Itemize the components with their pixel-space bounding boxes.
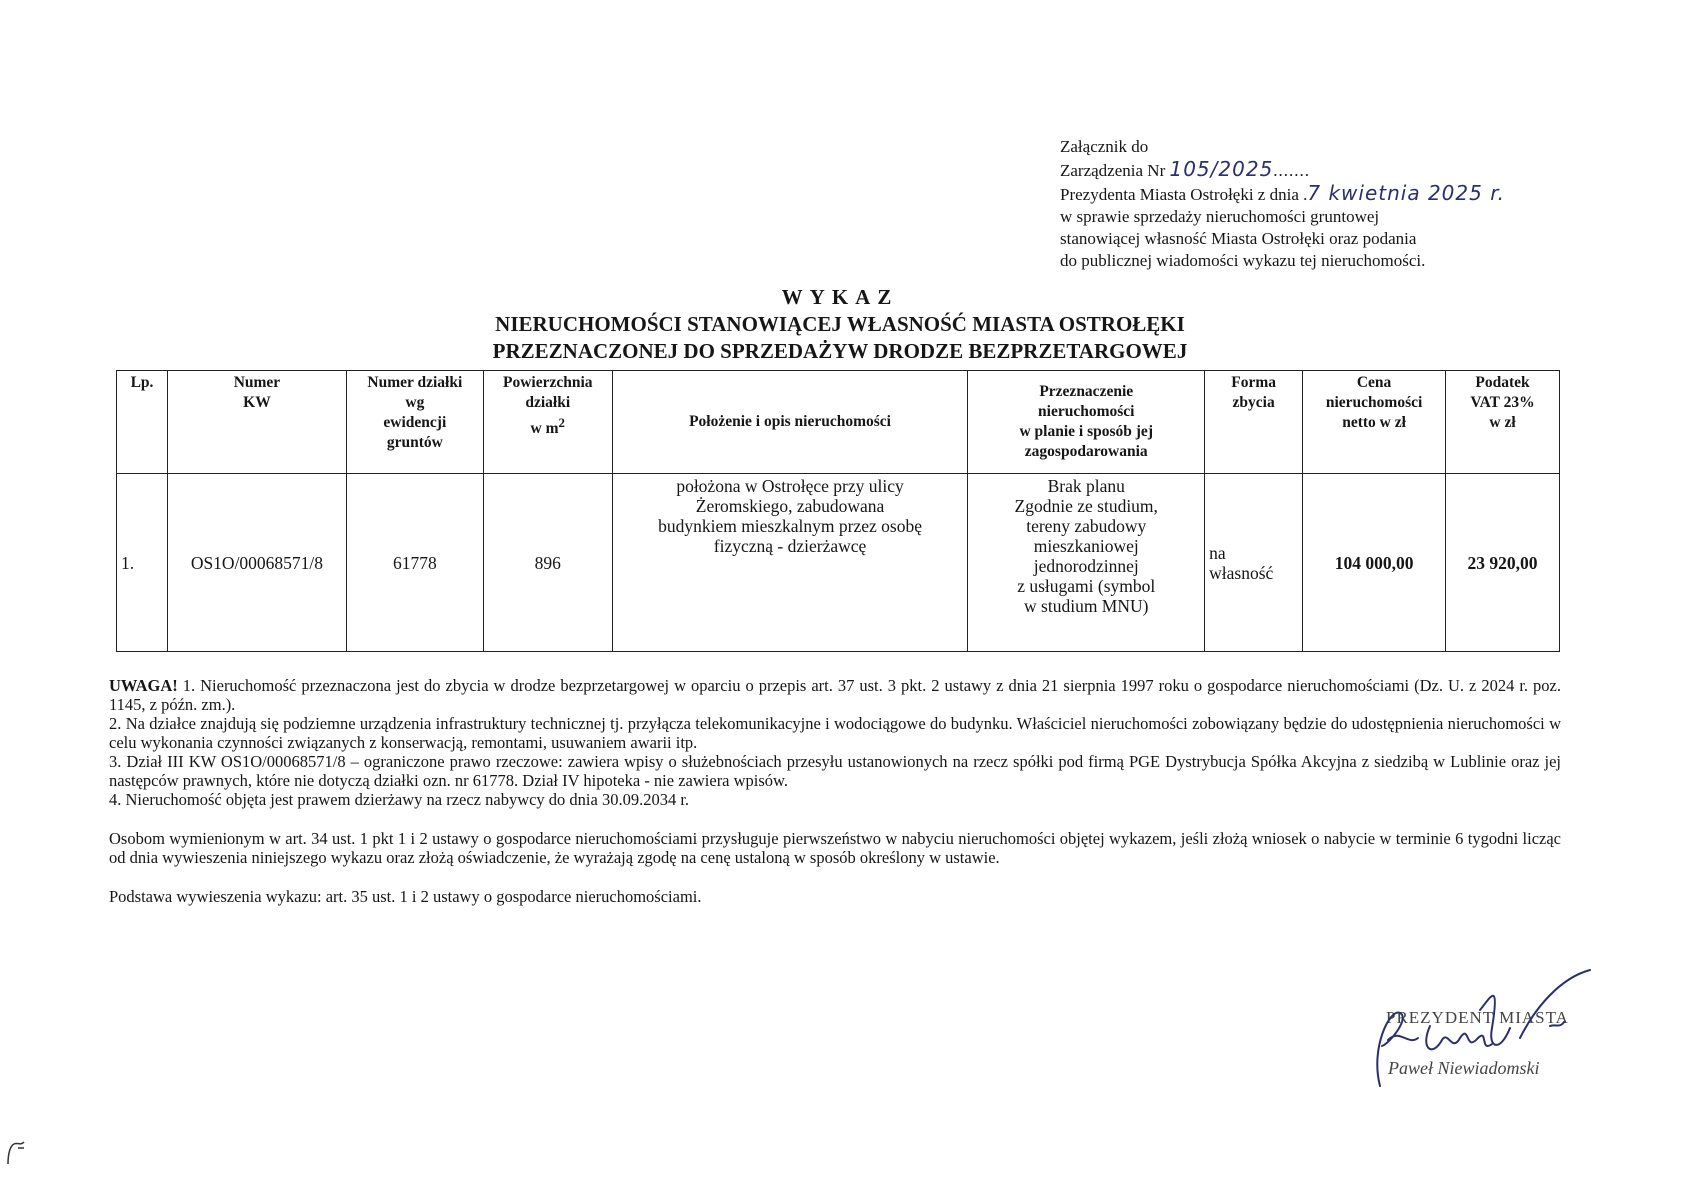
note-3: 3. Dział III KW OS1O/00068571/8 – ograniczone prawo rzeczowe: zawiera wpisy o służebnościach przesyłu ustanowionych na rzecz spółki pod firmą PGE Dystrybucja Spółka Akcyjna z siedzibą w Lublinie oraz jej następców prawnych, które nie dotyczą działki ozn. nr 61778. Dział IV hipoteka - nie zawiera wpisów. [109, 752, 1561, 790]
stamp-name: Paweł Niewiadomski [1388, 1058, 1540, 1078]
annex-line-1: Załącznik do [1060, 137, 1149, 156]
header-vat: Podatek VAT 23% w zł [1446, 371, 1560, 474]
header-kw: Numer KW [167, 371, 346, 474]
annex-line-4: w sprawie sprzedaży nieruchomości gruntowej [1060, 207, 1380, 226]
handwritten-signature [1360, 968, 1600, 1088]
header-price: Cena nieruchomości netto w zł [1303, 371, 1446, 474]
cell-kw: OS1O/00068571/8 [167, 474, 346, 652]
header-lp: Lp. [117, 371, 168, 474]
basis-paragraph: Podstawa wywieszenia wykazu: art. 35 ust. 1 i 2 ustawy o gospodarce nieruchomościami. [109, 887, 702, 906]
cell-vat: 23 920,00 [1446, 474, 1560, 652]
annex-order-prefix: Zarządzenia Nr [1060, 161, 1170, 180]
header-form: Forma zbycia [1205, 371, 1303, 474]
handwritten-order-number: 105/2025 [1169, 157, 1274, 181]
table-row [117, 474, 1560, 652]
cell-area: 896 [483, 474, 612, 652]
note-1-text: 1. Nieruchomość przeznaczona jest do zbycia w drodze bezprzetargowej w oparciu o przepis art. 37 ust. 3 pkt. 2 ustawy z dnia 21 sierpnia 1997 roku o gospodarce nieruchomościami (Dz. U. z 2024 r. poz. 1145, z późn. zm.). [109, 676, 1561, 714]
priority-paragraph: Osobom wymienionym w art. 34 ust. 1 pkt 1 i 2 ustawy o gospodarce nieruchomościami przysługuje pierwszeństwo w nabyciu nieruchomości objętej wykazem, jeśli złożą wniosek o nabycie w terminie 6 tygodni licząc od dnia wywieszenia niniejszego wykazu oraz złożą oświadczenie, że wyrażają zgodę na cenę ustaloną w sposób określony w ustawie. [109, 829, 1561, 867]
title-line-2: NIERUCHOMOŚCI STANOWIĄCEJ WŁASNOŚĆ MIASTA OSTROŁĘKI [495, 312, 1185, 336]
header-purpose: Przeznaczenie nieruchomości w planie i sposób jej zagospodarowania [968, 371, 1205, 474]
handwritten-order-date: 7 kwietnia 2025 r. [1307, 181, 1505, 205]
note-2: 2. Na działce znajdują się podziemne urządzenia infrastruktury technicznej tj. przyłącza telekomunikacyjne i wodociągowe do budynku. Właściciel nieruchomości zobowiązany będzie do udostępnienia nieruchomości w celu wykonania czynności związanych z konserwacją, remontami, usuwaniem awarii itp. [109, 714, 1561, 752]
cell-lp: 1. [117, 474, 168, 652]
annex-dots: ....... [1273, 161, 1311, 180]
annex-header [1060, 136, 1660, 272]
scan-mark [4, 1136, 28, 1166]
signature-stamp [1360, 968, 1600, 1088]
annex-line-3 [1060, 182, 1660, 206]
note-1 [109, 676, 1561, 714]
notes-section [109, 676, 1561, 906]
property-table [116, 370, 1560, 652]
cell-form: na własność [1205, 474, 1303, 652]
note-4: 4. Nieruchomość objęta jest prawem dzierżawy na rzecz nabywcy do dnia 30.09.2034 r. [109, 790, 690, 809]
annex-line-5: stanowiącej własność Miasta Ostrołęki oraz podania [1060, 229, 1417, 248]
table-header-row [117, 371, 1560, 474]
annex-line-2 [1060, 158, 1660, 182]
stamp-title: PREZYDENT MIASTA [1386, 1008, 1569, 1027]
cell-location: położona w Ostrołęce przy ulicy Żeromskiego, zabudowana budynkiem mieszkalnym przez osobę fizyczną - dzierżawcę [612, 474, 968, 652]
title-wykaz: WYKAZ [781, 285, 899, 309]
document-title [300, 284, 1380, 365]
header-area: Powierzchnia działki w $m^2$ [483, 371, 612, 474]
cell-parcel: 61778 [346, 474, 483, 652]
cell-purpose: Brak planu Zgodnie ze studium, tereny zabudowy mieszkaniowej jednorodzinnej z usługami (symbol w studium MNU) [968, 474, 1205, 652]
cell-price: 104 000,00 [1303, 474, 1446, 652]
annex-date-prefix: Prezydenta Miasta Ostrołęki z dnia . [1060, 185, 1308, 204]
uwaga-label: UWAGA! [109, 676, 178, 695]
title-line-3: PRZEZNACZONEJ DO SPRZEDAŻYW DRODZE BEZPRZETARGOWEJ [492, 339, 1188, 363]
header-parcel-number: Numer działki wg ewidencji gruntów [346, 371, 483, 474]
annex-line-6: do publicznej wiadomości wykazu tej nieruchomości. [1060, 251, 1426, 270]
header-location: Położenie i opis nieruchomości [612, 371, 968, 474]
